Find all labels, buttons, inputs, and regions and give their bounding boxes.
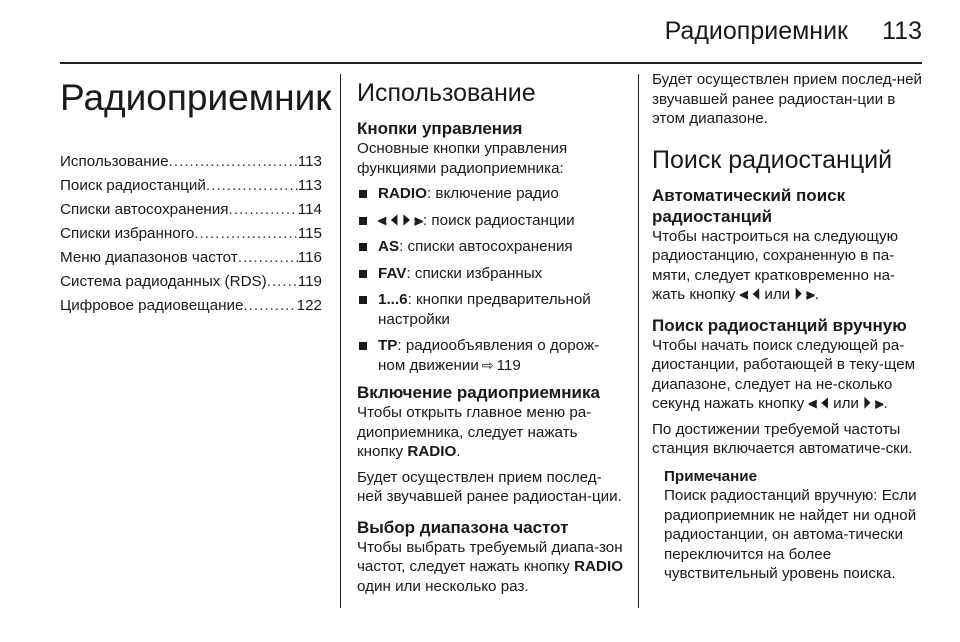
bullet-square-icon (359, 342, 367, 350)
punctuation: . (814, 286, 820, 303)
control-desc: : списки автосохранения (399, 238, 573, 255)
toc-entry-page: 119 (297, 273, 322, 290)
enable-paragraph (357, 403, 623, 462)
page-reference[interactable]: 119 (496, 356, 521, 374)
subheading-controls: Кнопки управления (357, 119, 523, 138)
band-paragraph (357, 538, 623, 597)
subheading-manual: Поиск радиостанций вручную (652, 315, 907, 335)
toc-entry-label: Меню диапазонов частот (60, 249, 238, 266)
bullet-square-icon (359, 270, 367, 278)
toc-entry[interactable] (60, 294, 322, 318)
column-divider-right (638, 74, 639, 608)
control-desc: : кнопки предварительной настройки (378, 291, 591, 328)
list-item (357, 211, 623, 231)
control-desc: : списки избранных (406, 264, 543, 282)
or-text: или (828, 395, 864, 412)
punctuation: . (883, 395, 888, 412)
toc-entry-label: Система радиоданных (RDS) (60, 273, 267, 290)
seek-buttons-icon: ⫷ ⏴ ⏵ ⫸ (378, 211, 423, 229)
bullet-square-icon (359, 190, 367, 198)
station-search-section (652, 70, 924, 590)
page-number: 113 (882, 17, 922, 45)
enable-paragraph-2: Будет осуществлен прием послед-ней звучавшей ранее радиостан-ции. (357, 468, 622, 505)
toc-entry[interactable] (60, 198, 322, 222)
running-header-title: Радиоприемник (664, 17, 848, 45)
toc-leader (206, 174, 298, 198)
control-key: RADIO (378, 185, 427, 202)
control-desc: : включение радио (426, 185, 559, 202)
subheading-auto: Автоматический поиск радиостанций (652, 185, 846, 226)
header-rule (60, 62, 922, 64)
list-item (357, 184, 623, 204)
list-item (357, 336, 623, 375)
punctuation: . (456, 443, 461, 460)
toc-entry[interactable] (60, 174, 322, 198)
or-text: или (760, 286, 795, 303)
control-key: FAV (378, 264, 407, 282)
toc-list (60, 150, 322, 318)
section-title-search: Поиск радиостанций (652, 145, 893, 174)
controls-intro: Основные кнопки управления функциями радиоприемника: (357, 140, 568, 177)
toc-leader (238, 246, 298, 270)
toc-entry-label: Списки автосохранения (60, 201, 229, 218)
usage-section (357, 70, 623, 602)
manual-paragraph (652, 336, 924, 414)
bullet-square-icon (359, 296, 367, 304)
seek-back-icon: ⫷ ⏴ (739, 286, 761, 303)
toc-leader (229, 198, 298, 222)
toc-entry-page: 113 (297, 153, 322, 170)
subheading-band: Выбор диапазона частот (357, 517, 569, 537)
toc-entry-page: 122 (296, 297, 322, 314)
reach-paragraph: По достижении требуемой частоты станция включается автоматиче-ски. (652, 420, 913, 457)
toc-entry-page: 116 (297, 249, 322, 266)
bullet-square-icon (359, 243, 367, 251)
control-key: RADIO (574, 558, 624, 575)
manual-text: Чтобы начать поиск следующей ра-диостанции, работающей в теку-щем диапазоне, следует на не-сколько секунд нажать кнопку (652, 336, 916, 412)
seek-forward-icon: ⏵ ⫸ (794, 286, 815, 303)
page-reference-arrow-icon: ⇨ (481, 356, 494, 373)
subheading-enable: Включение радиоприемника (357, 383, 600, 402)
toc-entry[interactable] (60, 246, 322, 270)
chapter-title: Радиоприемник (60, 77, 332, 118)
toc-entry-label: Поиск радиостанций (60, 177, 206, 194)
toc-leader (169, 150, 298, 174)
bullet-square-icon (359, 217, 367, 225)
list-item (357, 264, 623, 284)
column-divider-left (340, 74, 341, 608)
control-desc: : поиск радиостанции (422, 211, 575, 229)
toc-entry-page: 113 (297, 177, 322, 194)
auto-paragraph (652, 227, 924, 305)
control-key: 1...6 (378, 291, 408, 308)
list-item (357, 290, 623, 329)
section-title-usage: Использование (357, 79, 536, 107)
note-title: Примечание (664, 467, 758, 485)
continued-paragraph: Будет осуществлен прием послед-ней звучавшей ранее радиостан-ции в этом диапазоне. (652, 71, 923, 127)
control-key: AS (378, 238, 400, 255)
toc-entry[interactable] (60, 222, 322, 246)
toc-entry-label: Цифровое радиовещание (60, 297, 244, 314)
auto-text: Чтобы настроиться на следующую радиостанцию, сохраненную в па-мяти, следует кратковременно на-жать кнопку (652, 227, 898, 303)
toc-entry-page: 114 (297, 201, 322, 218)
band-text: Чтобы выбрать требуемый диапа-зон частот, следует нажать кнопку (357, 538, 623, 575)
band-text-end: один или несколько раз. (357, 577, 529, 595)
note-box (664, 467, 924, 584)
note-text: Поиск радиостанций вручную: Если радиоприемник не найдет ни одной радиостанции, он автома-тически переключится на более чувствительный уровень поиска. (664, 487, 917, 582)
toc-leader (194, 222, 297, 246)
seek-back-icon: ⫷ ⏴ (808, 395, 829, 412)
toc-entry-page: 115 (297, 225, 322, 242)
control-key: RADIO (407, 443, 457, 460)
control-desc: : радиообъявления о дорож-ном движении (378, 337, 600, 374)
toc-leader (243, 294, 296, 318)
chapter-contents (60, 70, 332, 318)
toc-entry[interactable] (60, 150, 322, 174)
toc-entry-label: Использование (60, 153, 169, 170)
enable-text: Чтобы открыть главное меню ра-диоприемника, следует нажать кнопку (357, 404, 592, 460)
toc-entry[interactable] (60, 270, 322, 294)
control-key: TP (378, 337, 398, 354)
controls-list (357, 184, 623, 375)
toc-leader (267, 270, 298, 294)
list-item (357, 237, 623, 257)
seek-forward-icon: ⏵ ⫸ (863, 395, 884, 412)
toc-entry-label: Списки избранного (60, 225, 195, 242)
